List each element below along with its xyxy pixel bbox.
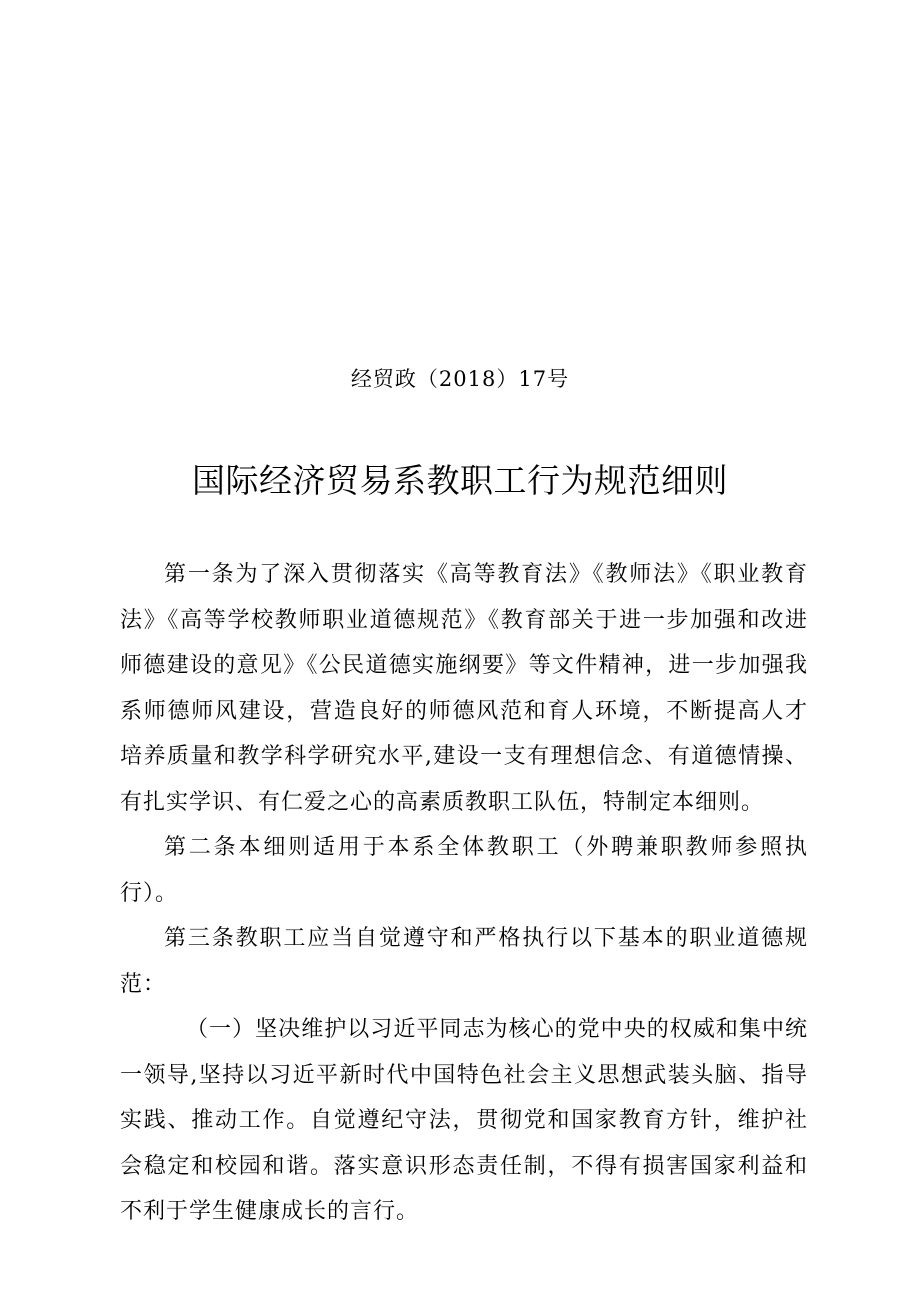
document-body xyxy=(120,552,808,1235)
clause-1-paragraph: （一）坚决维护以习近平同志为核心的党中央的权威和集中统一领导,坚持以习近平新时代中国特色社会主义思想武装头脑、指导实践、推动工作。自觉遵纪守法，贯彻党和国家教育方针，维护社会稳定和校园和谐。落实意识形态责任制，不得有损害国家利益和不利于学生健康成长的言行。 xyxy=(120,1017,808,1224)
article-2-paragraph: 第二条本细则适用于本系全体教职工（外聘兼职教师参照执行）。 xyxy=(120,835,808,906)
document-title: 国际经济贸易系教职工行为规范细则 xyxy=(192,461,728,500)
article-3-paragraph: 第三条教职工应当自觉遵守和严格执行以下基本的职业道德规范： xyxy=(120,926,808,997)
article-1-paragraph: 第一条为了深入贯彻落实《高等教育法》《教师法》《职业教育法》《高等学校教师职业道德规范》《教育部关于进一步加强和改进师德建设的意见》《公民道德实施纲要》等文件精神，进一步加强我系师德师风建设，营造良好的师德风范和育人环境，不断提高人才培养质量和教学科学研究水平,建设一支有理想信念、有道德情操、有扎实学识、有仁爱之心的高素质教职工队伍，特制定本细则。 xyxy=(120,562,808,815)
document-number: 经贸政（2018）17号 xyxy=(350,367,570,391)
